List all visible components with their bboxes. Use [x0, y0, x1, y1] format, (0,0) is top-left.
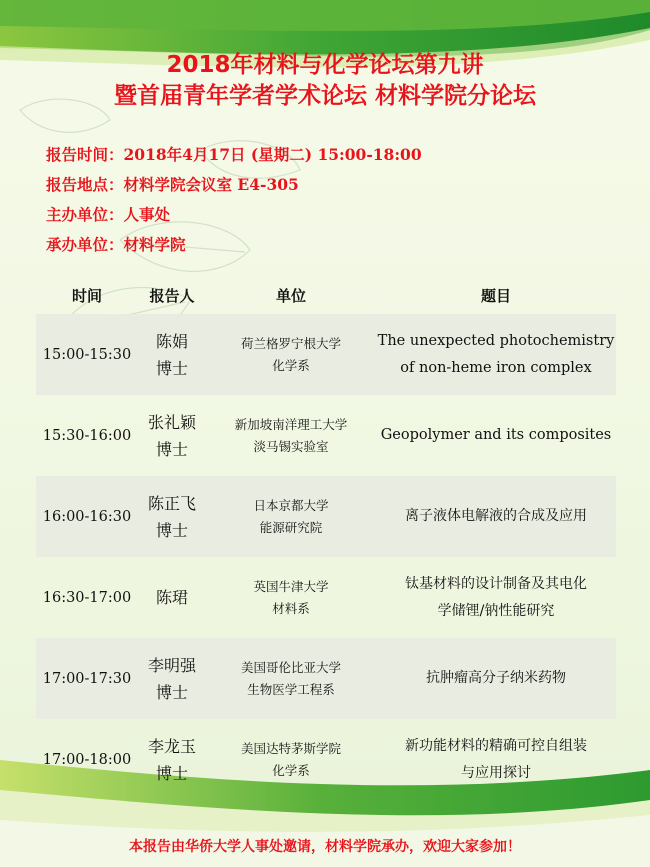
row-topic: [376, 314, 616, 395]
table-row: [36, 638, 616, 719]
row-time: 17:00-17:30: [36, 638, 138, 719]
unit-line-2: 生物医学工程系: [247, 681, 335, 697]
speaker-title: 博士: [155, 358, 188, 378]
info-host-label: 主办单位：: [46, 205, 124, 224]
topic-line-1: 钛基材料的设计制备及其电化: [405, 575, 587, 592]
topic-line-1: Geopolymer and its composites: [380, 427, 612, 443]
topic-line-1: 离子液体电解液的合成及应用: [405, 508, 587, 524]
info-location: [46, 173, 422, 203]
footer-invitation: 本报告由华侨大学人事处邀请，材料学院承办，欢迎大家参加！: [129, 839, 521, 855]
row-topic: [376, 557, 616, 638]
topic-line-1: 新功能材料的精确可控自组装: [405, 737, 587, 754]
title-line-1: 2018年材料与化学论坛第九讲: [166, 52, 484, 78]
unit-line-2: 化学系: [272, 357, 310, 373]
unit-line-1: 美国达特茅斯学院: [240, 740, 341, 756]
topic-line-2: of non-heme iron complex: [400, 359, 592, 376]
row-speaker: [138, 638, 206, 719]
row-unit: [206, 557, 376, 638]
header-unit: 单位: [275, 286, 306, 305]
table-row: [36, 314, 616, 395]
row-unit: [206, 395, 376, 476]
row-topic: [376, 719, 616, 800]
speaker-name: 陈珺: [155, 588, 188, 607]
topic-line-1: 抗肿瘤高分子纳米药物: [426, 670, 566, 686]
speaker-name: 李明强: [147, 655, 196, 675]
table-row: [36, 395, 616, 476]
topic-line-1: The unexpected photochemistry: [377, 332, 615, 349]
info-location-value: 材料学院会议室 E4-305: [123, 175, 299, 194]
row-topic: [376, 476, 616, 557]
row-time: 16:00-16:30: [36, 476, 138, 557]
row-unit: [206, 476, 376, 557]
speaker-name: 李龙玉: [147, 736, 196, 756]
info-organizer-label: 承办单位：: [46, 235, 124, 254]
row-speaker: [138, 719, 206, 800]
topic-line-2: 学储锂/钠性能研究: [437, 602, 555, 619]
poster-title: [0, 50, 650, 112]
unit-line-2: 化学系: [272, 762, 310, 778]
speaker-name: 陈正飞: [147, 493, 196, 513]
row-unit: [206, 314, 376, 395]
info-organizer-value: 材料学院: [123, 235, 186, 254]
speaker-title: 博士: [155, 763, 188, 783]
table-row: [36, 557, 616, 638]
info-time-label: 报告时间：: [46, 145, 124, 164]
unit-line-2: 材料系: [272, 600, 310, 616]
row-speaker: [138, 476, 206, 557]
header-time: 时间: [71, 286, 102, 305]
info-host: [46, 203, 422, 233]
unit-line-1: 新加坡南洋理工大学: [234, 416, 348, 432]
table-header-row: [36, 276, 616, 314]
title-line-2: 暨首届青年学者学术论坛 材料学院分论坛: [113, 83, 536, 109]
row-topic: [376, 395, 616, 476]
info-organizer: [46, 233, 422, 263]
speaker-title: 博士: [155, 682, 188, 702]
unit-line-2: 淡马锡实验室: [253, 438, 329, 454]
info-host-value: 人事处: [123, 205, 171, 224]
speaker-name: 张礼颖: [147, 412, 196, 432]
schedule-table: [36, 276, 616, 800]
unit-line-1: 日本京都大学: [253, 497, 329, 513]
row-speaker: [138, 557, 206, 638]
row-speaker: [138, 395, 206, 476]
unit-line-1: 美国哥伦比亚大学: [240, 659, 341, 675]
unit-line-1: 荷兰格罗宁根大学: [240, 335, 341, 351]
unit-line-1: 英国牛津大学: [253, 578, 329, 594]
row-speaker: [138, 314, 206, 395]
info-time-value: 2018年4月17日 (星期二) 15:00-18:00: [123, 145, 422, 164]
row-unit: [206, 719, 376, 800]
info-time: [46, 143, 422, 173]
header-speaker: 报告人: [149, 286, 195, 305]
row-unit: [206, 638, 376, 719]
speaker-name: 陈娟: [155, 331, 188, 351]
topic-line-2: 与应用探讨: [461, 764, 531, 781]
info-location-label: 报告地点：: [46, 175, 124, 194]
unit-line-2: 能源研究院: [259, 519, 323, 535]
row-time: 15:00-15:30: [36, 314, 138, 395]
event-info: [46, 143, 422, 263]
row-topic: [376, 638, 616, 719]
row-time: 15:30-16:00: [42, 427, 132, 444]
speaker-title: 博士: [155, 439, 188, 459]
speaker-title: 博士: [155, 520, 188, 540]
table-row: [36, 719, 616, 800]
table-row: [36, 476, 616, 557]
row-time: 16:30-17:00: [42, 589, 132, 606]
row-time: 17:00-18:00: [42, 751, 132, 768]
header-topic: 题目: [480, 286, 511, 305]
